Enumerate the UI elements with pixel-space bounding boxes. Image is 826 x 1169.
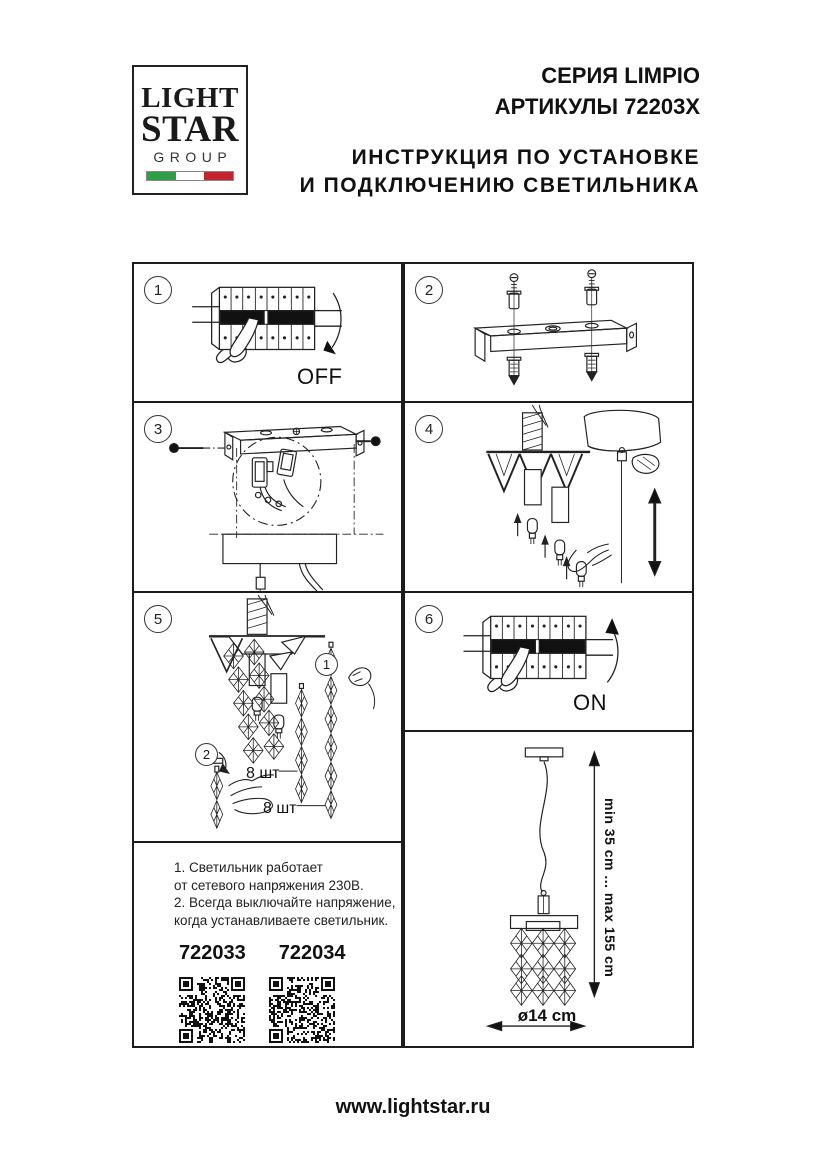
bulb-install-illustration [405, 403, 692, 591]
series-title: СЕРИЯ LIMPIO [541, 63, 700, 88]
note-line-2: от сетевого напряжения 230В. [174, 877, 364, 893]
step-5-panel [132, 591, 403, 843]
mounting-bracket-illustration [405, 264, 692, 401]
pendant-dimensions-illustration [405, 732, 692, 1046]
off-label: OFF [297, 364, 343, 389]
step-6-number: 6 [415, 605, 443, 633]
qty-label-2: 8 шт [263, 800, 297, 817]
instruction-title-line2: И ПОДКЛЮЧЕНИЮ СВЕТИЛЬНИКА [299, 174, 700, 197]
diameter-label: ø14 cm [517, 1006, 577, 1025]
callout-1: 1 [315, 653, 338, 676]
on-label: ON [573, 690, 607, 715]
height-range-label: min 35 cm ... max 155 cm [602, 798, 618, 978]
flag-green [147, 172, 176, 180]
instruction-title-block [300, 144, 700, 200]
logo-group-text: GROUP [153, 149, 233, 165]
instruction-title-line1: ИНСТРУКЦИЯ ПО УСТАНОВКЕ [351, 146, 700, 169]
wiring-connection-illustration [134, 403, 401, 591]
note-line-3: 2. Всегда выключайте напряжение, [174, 895, 396, 910]
header-title-block [495, 60, 700, 122]
step-4-number: 4 [415, 415, 443, 443]
notes-text [134, 843, 401, 929]
flag-red [204, 172, 233, 180]
step-6-panel [403, 591, 694, 732]
dimensions-panel [403, 730, 694, 1048]
qr-code-722034 [269, 977, 335, 1043]
qty-label-1: 8 шт [246, 765, 280, 782]
lightstar-logo [132, 65, 248, 195]
step-5-number: 5 [144, 605, 172, 633]
step-3-number: 3 [144, 415, 172, 443]
breaker-on-illustration [405, 593, 692, 730]
article-number-722033: 722033 [179, 942, 246, 964]
step-2-number: 2 [415, 276, 443, 304]
logo-star-text: STAR [141, 109, 239, 150]
step-2-panel [403, 262, 694, 403]
note-line-4: когда устанавливаете светильник. [174, 912, 389, 928]
website-url: www.lightstar.ru [335, 1096, 491, 1118]
step-4-panel [403, 401, 694, 593]
step-1-number: 1 [144, 276, 172, 304]
articles-title: АРТИКУЛЫ 72203Х [494, 94, 700, 119]
italian-flag-icon [146, 171, 234, 181]
breaker-off-illustration [134, 264, 401, 401]
article-numbers [179, 942, 401, 965]
note-line-1: 1. Светильник работает [174, 860, 323, 875]
notes-panel [132, 841, 403, 1048]
article-number-722034: 722034 [278, 942, 346, 964]
flag-white [176, 172, 205, 180]
qr-codes [179, 977, 401, 1043]
step-3-panel [132, 401, 403, 593]
qr-code-722033 [179, 977, 245, 1043]
step-1-panel [132, 262, 403, 403]
logo-light-text: LIGHT [141, 82, 239, 114]
callout-2: 2 [195, 743, 218, 766]
